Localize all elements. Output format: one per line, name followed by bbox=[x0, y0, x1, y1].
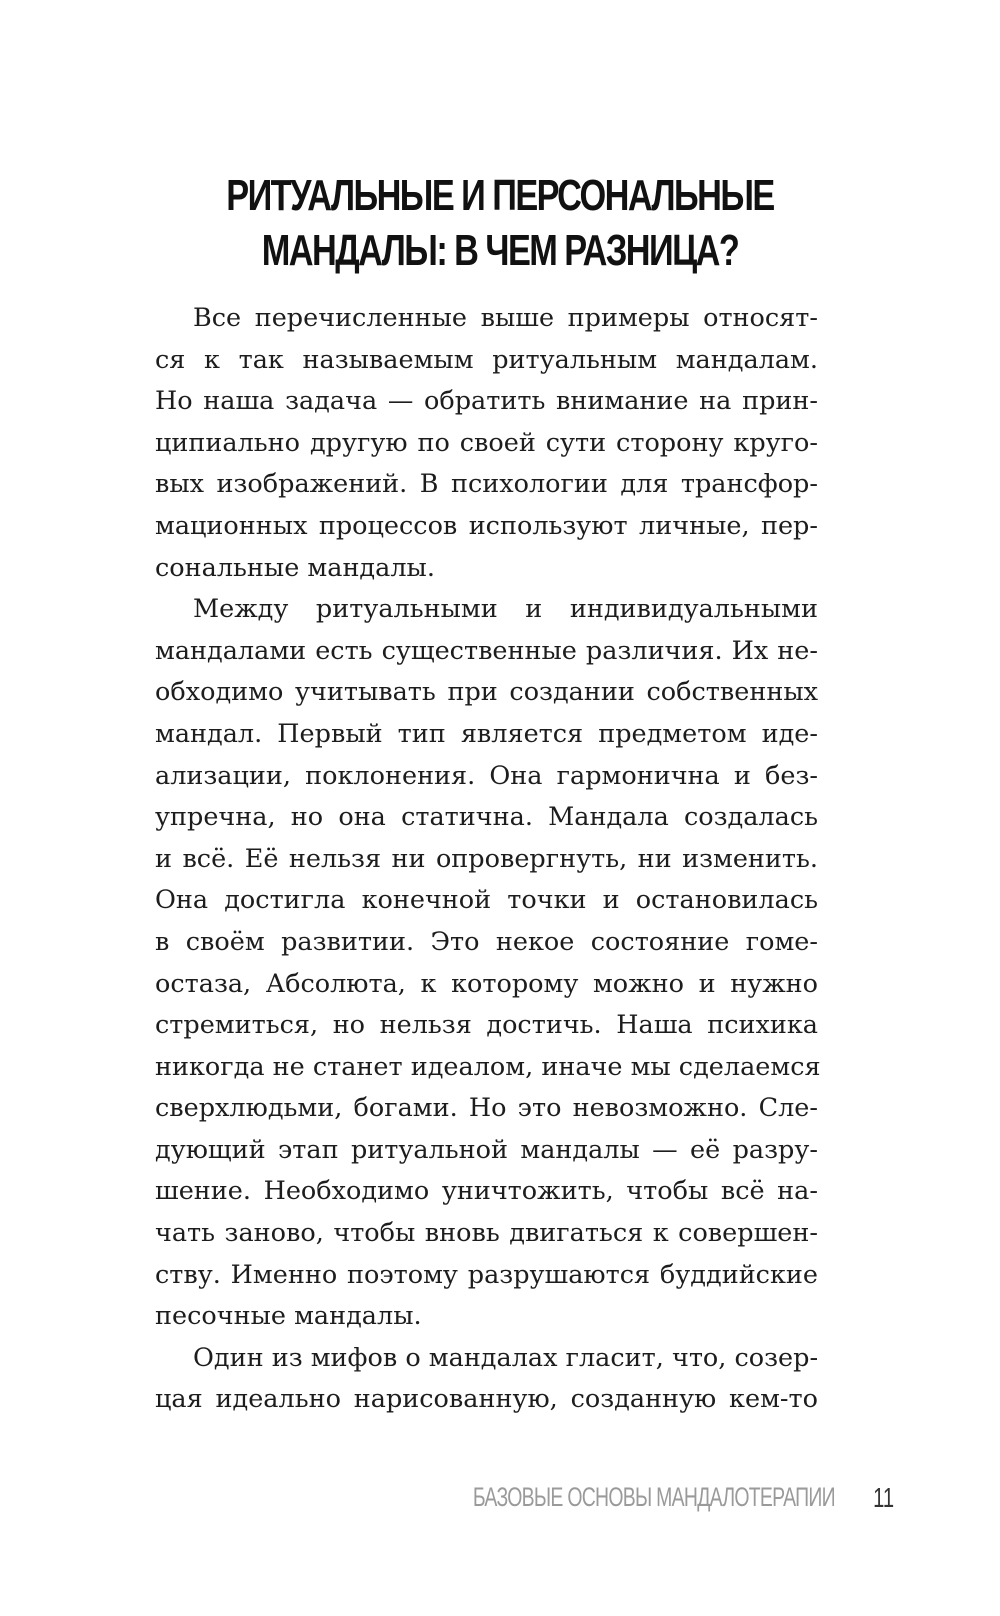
text-line: ству. Именно поэтому разрушаются буддийские bbox=[155, 1259, 818, 1290]
text-line: мандал. Первый тип является предметом иде- bbox=[155, 718, 818, 749]
body-text bbox=[155, 298, 821, 1421]
text-line: Все перечисленные выше примеры относят- bbox=[193, 303, 818, 333]
text-line: мандалами есть существенные различия. Их не- bbox=[155, 635, 818, 666]
text-line: ализации, поклонения. Она гармонична и без- bbox=[155, 760, 818, 791]
text-line: мационных процессов используют личные, пер- bbox=[155, 510, 818, 541]
text-line: дующий этап ритуальной мандалы — её разру- bbox=[155, 1134, 818, 1165]
text-line: стремиться, но нельзя достичь. Наша психика bbox=[155, 1010, 818, 1041]
text-line: и всё. Её нельзя ни опровергнуть, ни изменить. bbox=[155, 843, 818, 874]
text-line: остаза, Абсолюта, к которому можно и нужно bbox=[155, 968, 818, 999]
text-line: песочные мандалы. bbox=[155, 1301, 422, 1332]
text-line: сверхлюдьми, богами. Но это невозможно. Сле- bbox=[155, 1093, 818, 1124]
text-line: ся к так называемым ритуальным мандалам. bbox=[155, 344, 818, 375]
page-number: 11 bbox=[873, 1482, 894, 1513]
text-line: упречна, но она статична. Мандала создалась bbox=[155, 802, 818, 833]
text-line: обходимо учитывать при создании собственных bbox=[155, 677, 818, 708]
chapter-title-line-2: МАНДАЛЫ: В ЧЕМ РАЗНИЦА? bbox=[261, 226, 739, 275]
text-line: сональные мандалы. bbox=[155, 552, 435, 583]
chapter-title bbox=[110, 168, 890, 278]
text-line: в своём развитии. Это некое состояние гоме- bbox=[155, 926, 818, 957]
text-line: ципиально другую по своей сути сторону круго- bbox=[155, 427, 818, 458]
page-footer bbox=[0, 1482, 1000, 1522]
text-line: Один из мифов о мандалах гласит, что, созер- bbox=[193, 1342, 819, 1373]
chapter-title-line-1: РИТУАЛЬНЫЕ И ПЕРСОНАЛЬНЫЕ bbox=[226, 171, 774, 220]
text-line: чать заново, чтобы вновь двигаться к совершен- bbox=[155, 1218, 818, 1249]
text-line: Между ритуальными и индивидуальными bbox=[193, 594, 818, 625]
text-line: шение. Необходимо уничтожить, чтобы всё на- bbox=[155, 1176, 818, 1207]
text-line: Она достигла конечной точки и остановилась bbox=[155, 885, 818, 916]
text-line: никогда не станет идеалом, иначе мы сделаемся bbox=[155, 1051, 821, 1082]
text-line: вых изображений. В психологии для трансфор- bbox=[155, 469, 818, 500]
text-line: Но наша задача — обратить внимание на прин- bbox=[155, 386, 818, 417]
running-title: БАЗОВЫЕ ОСНОВЫ МАНДАЛОТЕРАПИИ bbox=[472, 1482, 835, 1512]
text-line: цая идеально нарисованную, созданную кем-то bbox=[155, 1384, 818, 1415]
